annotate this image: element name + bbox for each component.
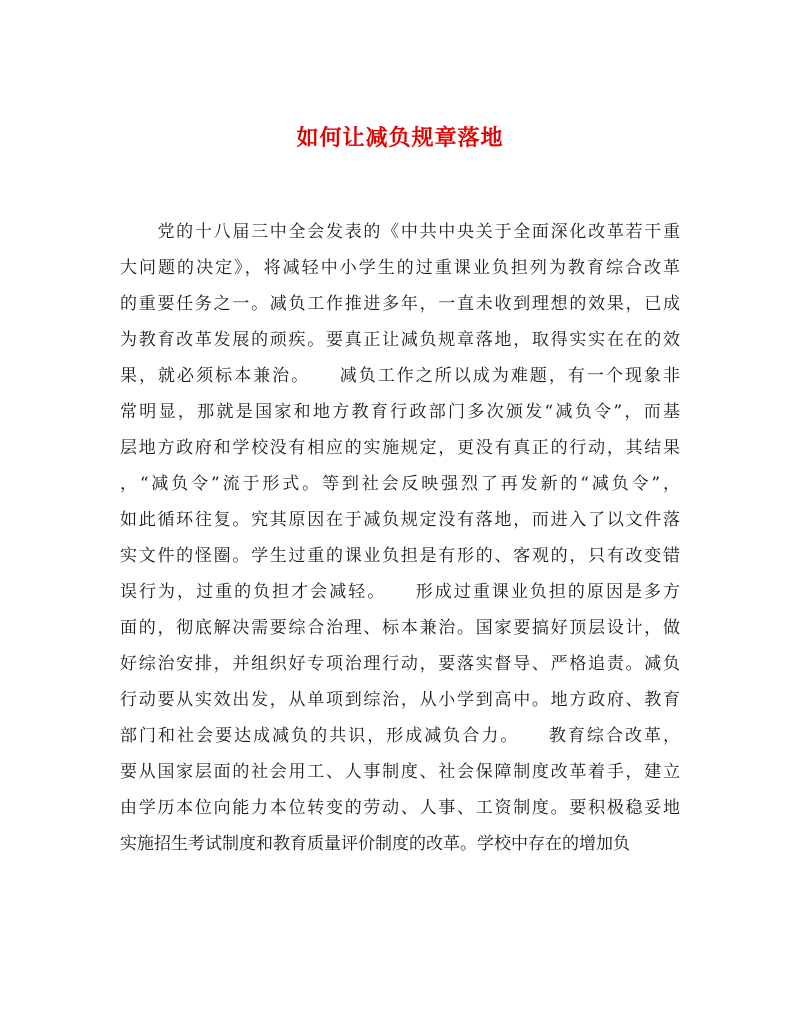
body-line: 层地方政府和学校没有相应的实施规定，更没有真正的行动，其结果 — [120, 438, 680, 458]
body-line: 部门和社会要达成减负的共识，形成减负合力。 教育综合改革， — [120, 726, 680, 746]
body-line: 党的十八届三中全会发表的《中共中央关于全面深化改革若干重 — [120, 222, 680, 242]
body-line: 实文件的怪圈。学生过重的课业负担是有形的、客观的，只有改变错 — [120, 546, 680, 566]
body-line: 为教育改革发展的顽疾。要真正让减负规章落地，取得实实在在的效 — [120, 330, 680, 350]
body-line: 的重要任务之一。减负工作推进多年，一直未收到理想的效果，已成 — [120, 294, 680, 314]
body-line: 大问题的决定》，将减轻中小学生的过重课业负担列为教育综合改革 — [120, 258, 680, 278]
body-line: 误行为，过重的负担才会减轻。 形成过重课业负担的原因是多方 — [120, 582, 680, 602]
body-line: 实施招生考试制度和教育质量评价制度的改革。学校中存在的增加负 — [120, 834, 630, 854]
body-line: 常明显，那就是国家和地方教育行政部门多次颁发“减负令”，而基 — [120, 402, 680, 422]
body-line: 果，就必须标本兼治。 减负工作之所以成为难题，有一个现象非 — [120, 366, 680, 386]
document-body — [120, 214, 680, 862]
body-line: 如此循环往复。究其原因在于减负规定没有落地，而进入了以文件落 — [120, 510, 680, 530]
body-line: 好综治安排，并组织好专项治理行动，要落实督导、严格追责。减负 — [120, 654, 680, 674]
document-title: 如何让减负规章落地 — [296, 124, 504, 151]
body-line: 要从国家层面的社会用工、人事制度、社会保障制度改革着手，建立 — [120, 762, 680, 782]
body-line: ，“减负令”流于形式。等到社会反映强烈了再发新的“减负令”， — [120, 474, 680, 494]
body-line: 由学历本位向能力本位转变的劳动、人事、工资制度。要积极稳妥地 — [120, 798, 680, 818]
body-line: 面的，彻底解决需要综合治理、标本兼治。国家要搞好顶层设计，做 — [120, 618, 680, 638]
body-line: 行动要从实效出发，从单项到综治，从小学到高中。地方政府、教育 — [120, 690, 680, 710]
